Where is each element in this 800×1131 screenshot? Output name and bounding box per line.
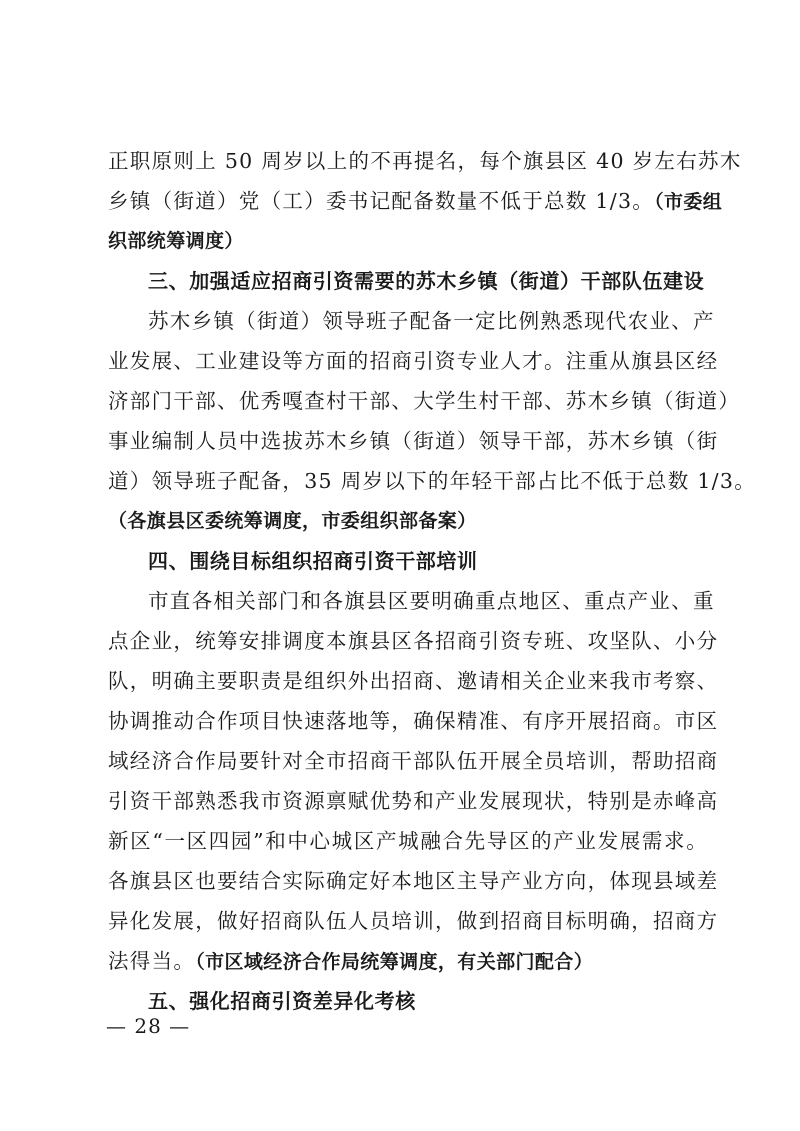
paragraph-line <box>108 181 723 221</box>
paragraph-line: 各旗县区也要结合实际确定好本地区主导产业方向，体现县域差 <box>108 869 719 893</box>
responsible-note: 织部统筹调度） <box>108 230 244 252</box>
paragraph-line: 事业编制人员中选拔苏木乡镇（街道）领导干部，苏木乡镇（街 <box>108 429 719 453</box>
section-heading-3: 三、加强适应招商引资需要的苏木乡镇（街道）干部队伍建设 <box>148 269 705 293</box>
page-number: — 28 — <box>106 1014 191 1038</box>
paragraph-line: 队，明确主要职责是组织外出招商、邀请相关企业来我市考察、 <box>108 669 719 693</box>
paragraph-line: 市直各相关部门和各旗县区要明确重点地区、重点产业、重 <box>148 589 715 613</box>
paragraph-line <box>108 941 708 981</box>
paragraph-line: 正职原则上 50 周岁以上的不再提名，每个旗县区 40 岁左右苏木 <box>108 149 742 173</box>
paragraph-line: 异化发展，做好招商队伍人员培训，做到招商目标明确，招商方 <box>108 909 719 933</box>
paragraph-line: 点企业，统筹安排调度本旗县区各招商引资专班、攻坚队、小分 <box>108 629 719 653</box>
responsible-note: （市区域经济合作局统筹调度，有关部门配合） <box>195 951 594 973</box>
paragraph-line: 新区“一区四园”和中心城区产城融合先导区的产业发展需求。 <box>108 829 708 853</box>
paragraph-line: 引资干部熟悉我市资源禀赋优势和产业发展现状，特别是赤峰高 <box>108 789 719 813</box>
paragraph-text: 法得当。 <box>108 949 196 973</box>
section-heading-5: 五、强化招商引资差异化考核 <box>148 989 416 1013</box>
paragraph-line: 协调推动合作项目快速落地等，确保精准、有序开展招商。市区 <box>108 709 719 733</box>
responsible-note: （市委组 <box>654 191 723 213</box>
paragraph-line: 苏木乡镇（街道）领导班子配备一定比例熟悉现代农业、产 <box>148 309 715 333</box>
paragraph-text: 乡镇（街道）党（工）委书记配备数量不低于总数 1/3。 <box>108 189 655 213</box>
paragraph-line: 业发展、工业建设等方面的招商引资专业人才。注重从旗县区经 <box>108 349 719 373</box>
paragraph-line: 济部门干部、优秀嘎查村干部、大学生村干部、苏木乡镇（街道） <box>108 389 741 413</box>
paragraph-line: 域经济合作局要针对全市招商干部队伍开展全员培训，帮助招商 <box>108 749 719 773</box>
section-heading-4: 四、围绕目标组织招商引资干部培训 <box>148 549 478 573</box>
paragraph-line: 道）领导班子配备，35 周岁以下的年轻干部占比不低于总数 1/3。 <box>108 469 757 493</box>
responsible-note: （各旗县区委统筹调度，市委组织部备案） <box>108 510 477 532</box>
